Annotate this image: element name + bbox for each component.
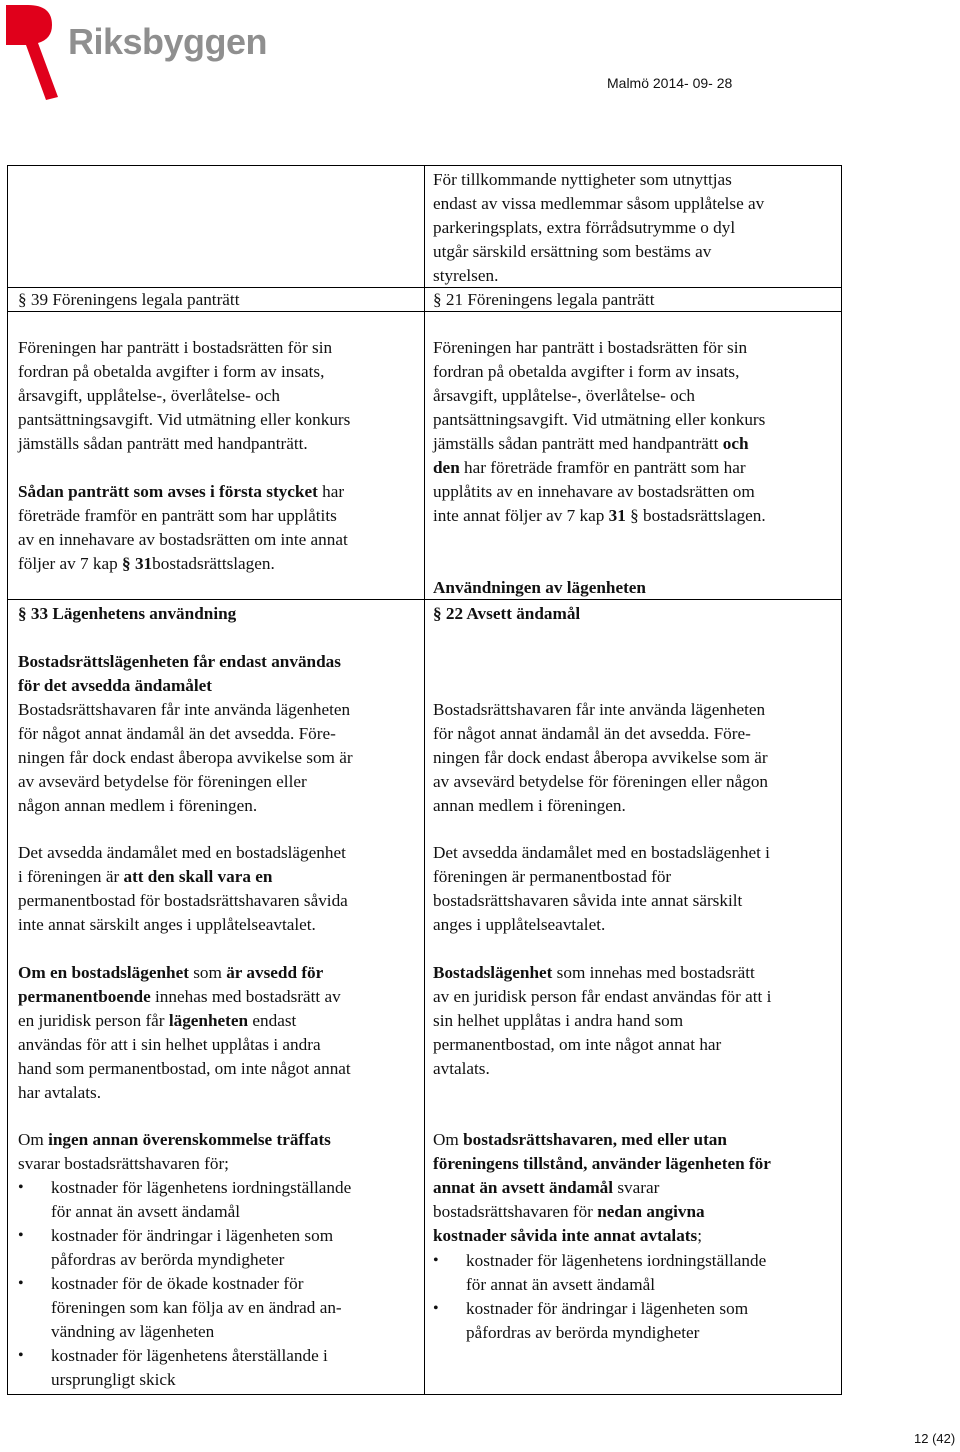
left-permanent-paragraph: Det avsedda ändamålet med en bostadslägenhet i föreningen är att den skall vara en permanentbostad för bostadsrättshavaren såvida inte annat särskilt anges i upplåtelseavtalet. — [18, 843, 348, 934]
right-cost-list — [433, 1249, 766, 1345]
list-item: • kostnader för ändringar i lägenheten som påfordras av berörda myndigheter — [18, 1226, 334, 1269]
column-divider — [424, 166, 425, 1395]
left-costs-paragraph: Om ingen annan överenskommelse träffats svarar bostadsrättshavaren för; — [18, 1130, 331, 1173]
bullet-icon: • — [433, 1300, 439, 1317]
list-item: • kostnader för ändringar i lägenheten som påfordras av berörda myndigheter — [433, 1299, 749, 1342]
right-intro: För tillkommande nyttigheter som utnyttjas endast av vissa medlemmar såsom upplåtelse av parkeringsplats, extra förrådsutrymme o dyl utgår särskild ersättning som bestäms av styrelsen. — [433, 170, 765, 285]
left-priority-paragraph: Sådan panträtt som avses i första stycket har företräde framför en panträtt som har upplåtits av en innehavare av bostadsrätten om inte annat följer av 7 kap § 31bostadsrättslagen. — [18, 482, 348, 573]
section-39-heading: § 39 Föreningens legala panträtt — [18, 290, 240, 309]
row-divider — [8, 599, 842, 600]
logo-mark-icon — [6, 5, 62, 100]
bullet-icon: • — [18, 1275, 24, 1292]
right-pledge-paragraph: Föreningen har panträtt i bostadsrätten för sin fordran på obetalda avgifter i form av insats, årsavgift, upplåtelse-, överlåtelse- och pantsättningsavgift. Vid utmätning eller konkurs jämställs sådan panträtt med handpanträtt och den har företräde framför en panträtt som har upplåtits av en innehavare av bostadsrätten om inte annat följer av 7 kap 31 § bostadsrättslagen. — [433, 338, 766, 525]
page-number: 12 (42) — [914, 1431, 956, 1446]
section-33-heading: § 33 Lägenhetens användning — [18, 604, 237, 623]
usage-heading: Användningen av lägenheten — [433, 578, 646, 597]
list-item: • kostnader för lägenhetens återställande i ursprungligt skick — [18, 1346, 328, 1389]
right-legal-person-paragraph: Bostadslägenhet som innehas med bostadsrätt av en juridisk person får endast användas för att i sin helhet upplåtas i andra hand som permanentbostad, om inte något annat har avtalats. — [433, 963, 772, 1078]
list-item: • kostnader för lägenhetens iordningställande för annat än avsett ändamål — [18, 1178, 352, 1221]
bullet-icon: • — [433, 1252, 439, 1269]
right-permanent-paragraph: Det avsedda ändamålet med en bostadslägenhet i föreningen är permanentbostad för bostadsrättshavaren såvida inte annat särskilt anges i upplåtelseavtalet. — [433, 843, 770, 934]
list-item: • kostnader för lägenhetens iordningställande för annat än avsett ändamål — [433, 1251, 767, 1294]
bullet-icon: • — [18, 1179, 24, 1196]
right-costs-paragraph: Om bostadsrättshavaren, med eller utan föreningens tillstånd, använder lägenheten för annat än avsett ändamål svarar bostadsrättshavaren för nedan angivna kostnader såvida inte annat avtalats; — [433, 1130, 771, 1245]
left-cost-list — [18, 1176, 351, 1392]
left-legal-person-paragraph: Om en bostadslägenhet som är avsedd för permanentboende innehas med bostadsrätt av en juridisk person får lägenheten endast användas för att i sin helhet upplåtas i andra hand som permanentbostad, om inte något annat har avtalats. — [18, 963, 351, 1102]
bullet-icon: • — [18, 1227, 24, 1244]
document-date: Malmö 2014- 09- 28 — [607, 75, 733, 91]
comparison-table — [7, 165, 842, 1395]
riksbyggen-logo — [6, 5, 286, 100]
section-21-heading: § 21 Föreningens legala panträtt — [433, 290, 655, 309]
left-purpose-paragraph: Bostadsrättslägenheten får endast användas för det avsedda ändamålet Bostadsrättshavaren får inte använda lägenheten för något annat ändamål än det avsedda. Före- ningen får dock endast åberopa avvikelse som är av avsevärd betydelse för föreningen eller någon annan medlem i föreningen. — [18, 652, 353, 815]
list-item: • kostnader för de ökade kostnader för föreningen som kan följa av en ändrad an- vändning av lägenheten — [18, 1274, 342, 1341]
bullet-icon: • — [18, 1347, 24, 1364]
right-purpose-paragraph: Bostadsrättshavaren får inte använda lägenheten för något annat ändamål än det avsedda. Före- ningen får dock endast åberopa avvikelse som är av avsevärd betydelse för föreningen eller någon annan medlem i föreningen. — [433, 700, 769, 815]
logo-wordmark: Riksbyggen — [68, 21, 268, 62]
left-pledge-paragraph: Föreningen har panträtt i bostadsrätten för sin fordran på obetalda avgifter i form av insats, årsavgift, upplåtelse-, överlåtelse- och pantsättningsavgift. Vid utmätning eller konkurs jämställs sådan panträtt med handpanträtt. — [18, 338, 351, 453]
section-22-heading: § 22 Avsett ändamål — [433, 604, 581, 623]
